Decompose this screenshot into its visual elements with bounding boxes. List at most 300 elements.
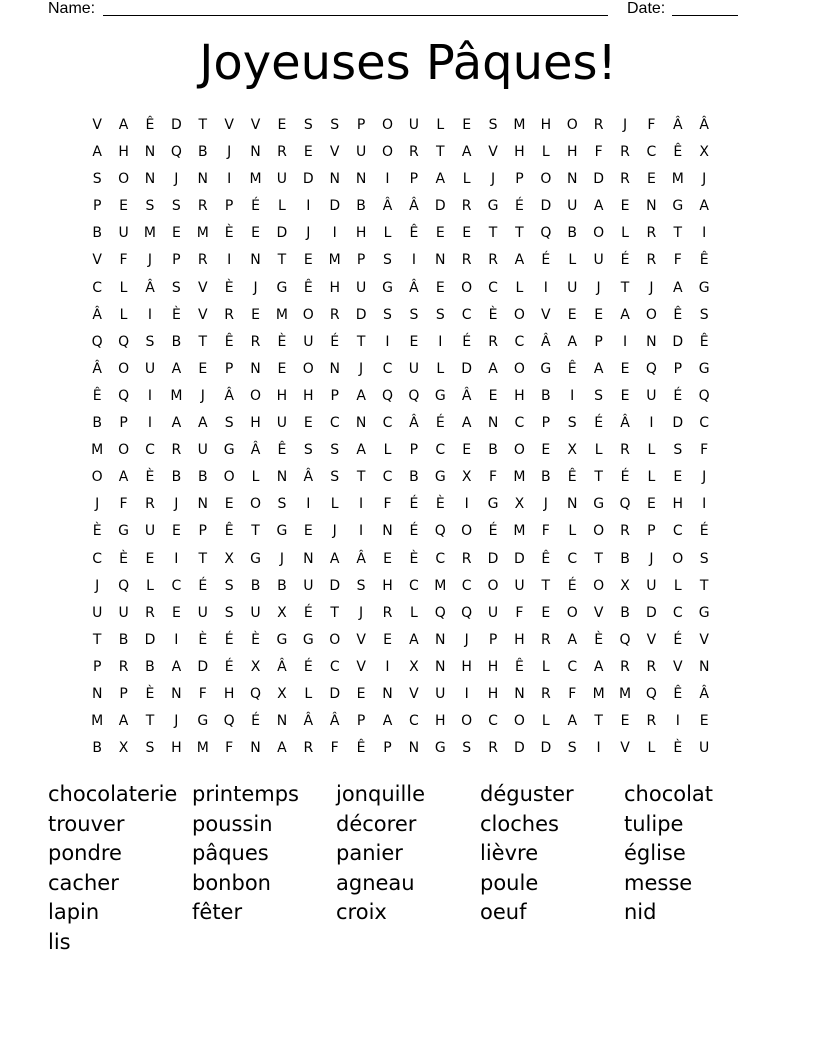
grid-letter: N xyxy=(250,252,261,269)
grid-letter: P xyxy=(330,387,339,404)
grid-letter: D xyxy=(540,198,552,215)
grid-letter: É xyxy=(673,387,683,404)
grid-letter: P xyxy=(383,740,392,757)
grid-letter: M xyxy=(328,252,341,269)
grid-letter: C xyxy=(145,442,155,459)
grid-letter: R xyxy=(620,144,630,161)
grid-letter: T xyxy=(435,144,445,161)
grid-letter: F xyxy=(119,252,128,269)
grid-letter: O xyxy=(250,496,262,513)
grid-letter: N xyxy=(566,496,578,513)
grid-letter: L xyxy=(330,496,339,513)
grid-letter: R xyxy=(303,740,314,757)
grid-letter: O xyxy=(461,713,473,730)
grid-letter: H xyxy=(461,658,472,675)
grid-letter: É xyxy=(594,415,604,432)
grid-letter: U xyxy=(435,685,446,702)
grid-letter: O xyxy=(487,577,499,594)
word-list-item: pâques xyxy=(192,841,269,866)
grid-letter: U xyxy=(646,577,657,594)
grid-letter: N xyxy=(329,171,340,188)
grid-letter: A xyxy=(593,658,604,675)
grid-letter: A xyxy=(699,198,709,215)
grid-letter: B xyxy=(356,198,366,215)
grid-letter: Ê xyxy=(277,442,287,459)
grid-letter: G xyxy=(593,496,605,513)
grid-letter: X xyxy=(699,144,709,161)
grid-letter: M xyxy=(434,577,447,594)
grid-letter: È xyxy=(224,279,234,296)
grid-letter: Q xyxy=(434,604,446,621)
grid-letter: N xyxy=(355,171,367,188)
grid-letter: S xyxy=(673,442,683,459)
grid-letter: N xyxy=(355,415,367,432)
page-title: Joyeuses Pâques! xyxy=(199,35,617,91)
grid-letter: L xyxy=(541,713,550,730)
grid-letter: U xyxy=(514,577,525,594)
grid-letter: E xyxy=(383,631,392,648)
grid-letter: È xyxy=(145,469,155,486)
grid-letter: H xyxy=(514,387,525,404)
grid-letter: T xyxy=(356,333,366,350)
grid-letter: Q xyxy=(645,360,657,377)
grid-letter: B xyxy=(197,469,208,486)
grid-letter: V xyxy=(409,685,419,702)
grid-letter: E xyxy=(541,604,551,621)
grid-letter: V xyxy=(92,117,102,133)
grid-letter: N xyxy=(197,171,208,188)
grid-letter: P xyxy=(541,415,551,432)
grid-letter: R xyxy=(382,604,393,621)
grid-letter: A xyxy=(620,306,630,323)
grid-letter: C xyxy=(382,469,393,486)
grid-letter: N xyxy=(435,658,446,675)
grid-letter: C xyxy=(567,658,578,675)
grid-letter: S xyxy=(171,279,181,296)
grid-letter: R xyxy=(145,604,155,621)
grid-letter: C xyxy=(329,658,340,675)
grid-letter: N xyxy=(382,523,393,540)
grid-letter: D xyxy=(487,550,499,567)
grid-letter: Q xyxy=(118,387,130,404)
grid-letter: E xyxy=(251,225,260,242)
grid-letter: U xyxy=(276,415,288,432)
grid-letter: È xyxy=(409,550,419,567)
grid-letter: X xyxy=(250,658,261,675)
grid-letter: Â xyxy=(541,333,551,350)
grid-letter: G xyxy=(698,360,710,377)
grid-letter: U xyxy=(92,604,103,621)
grid-letter: R xyxy=(620,442,630,459)
grid-letter: U xyxy=(118,225,129,242)
word-list-item: nid xyxy=(624,900,657,925)
grid-letter: G xyxy=(250,550,261,567)
grid-letter: T xyxy=(330,604,339,621)
grid-letter: Q xyxy=(118,333,130,350)
grid-letter: O xyxy=(329,631,341,648)
grid-letter: R xyxy=(488,740,498,757)
grid-letter: É xyxy=(303,658,313,675)
grid-letter: F xyxy=(383,496,392,513)
grid-letter: O xyxy=(566,117,578,133)
grid-letter: I xyxy=(596,740,601,757)
word-list xyxy=(48,780,768,958)
grid-letter: È xyxy=(145,685,155,702)
word-list-item: chocolaterie xyxy=(48,782,178,806)
grid-letter: F xyxy=(673,252,682,269)
grid-letter: O xyxy=(381,117,393,133)
grid-letter: N xyxy=(250,740,261,757)
grid-letter: D xyxy=(329,685,341,702)
grid-letter: Ê xyxy=(567,469,577,486)
grid-letter: Ê xyxy=(699,252,709,269)
grid-letter: N xyxy=(197,496,208,513)
grid-letter: L xyxy=(568,252,577,269)
grid-letter: A xyxy=(593,360,604,377)
grid-letter: U xyxy=(408,360,419,377)
grid-letter: I xyxy=(702,225,707,242)
grid-letter: V xyxy=(197,306,208,323)
grid-letter: O xyxy=(513,360,525,377)
grid-letter: I xyxy=(385,171,390,188)
grid-letter: S xyxy=(699,550,709,567)
grid-letter: É xyxy=(435,415,445,432)
grid-letter: R xyxy=(118,658,129,675)
grid-letter: U xyxy=(646,387,657,404)
grid-letter: R xyxy=(646,252,657,269)
grid-letter: J xyxy=(174,496,179,513)
grid-letter: S xyxy=(567,740,577,757)
grid-letter: B xyxy=(145,658,155,675)
grid-letter: I xyxy=(147,415,153,432)
grid-letter: L xyxy=(436,360,445,377)
grid-letter: J xyxy=(622,117,628,133)
grid-letter: U xyxy=(355,279,367,296)
grid-letter: E xyxy=(356,685,366,702)
grid-letter: F xyxy=(119,496,128,513)
grid-letter: T xyxy=(673,225,683,242)
word-list-item: croix xyxy=(336,900,387,925)
grid-letter: R xyxy=(250,333,261,350)
grid-letter: É xyxy=(303,604,313,621)
grid-letter: I xyxy=(306,496,311,513)
grid-letter: L xyxy=(409,604,418,621)
grid-letter: R xyxy=(461,198,472,215)
grid-letter: R xyxy=(171,442,182,459)
grid-letter: U xyxy=(567,198,578,215)
grid-letter: M xyxy=(91,713,104,730)
grid-letter: U xyxy=(276,171,288,188)
grid-letter: C xyxy=(488,713,498,730)
grid-letter: B xyxy=(620,550,630,567)
grid-letter: C xyxy=(461,577,472,594)
grid-letter: V xyxy=(356,631,366,648)
grid-letter: C xyxy=(329,415,340,432)
grid-letter: Â xyxy=(409,198,419,215)
grid-letter: È xyxy=(251,631,260,648)
grid-letter: M xyxy=(513,469,526,486)
grid-letter: A xyxy=(118,117,129,133)
grid-letter: Â xyxy=(620,415,630,432)
grid-letter: N xyxy=(303,550,314,567)
grid-letter: N xyxy=(435,252,446,269)
grid-letter: C xyxy=(435,442,446,459)
grid-letter: B xyxy=(197,144,208,161)
grid-letter: E xyxy=(567,306,577,323)
grid-letter: P xyxy=(594,333,603,350)
grid-letter: X xyxy=(514,496,525,513)
grid-letter: É xyxy=(699,523,709,540)
grid-letter: O xyxy=(593,577,605,594)
grid-letter: O xyxy=(672,550,684,567)
grid-letter: Q xyxy=(91,333,103,350)
grid-letter: J xyxy=(279,550,284,567)
word-list-item: printemps xyxy=(192,782,299,806)
grid-letter: B xyxy=(409,469,419,486)
grid-letter: P xyxy=(119,415,128,432)
grid-letter: J xyxy=(596,279,601,296)
grid-letter: B xyxy=(171,469,182,486)
grid-letter: R xyxy=(646,713,657,730)
grid-letter: E xyxy=(303,144,313,161)
grid-letter: D xyxy=(144,631,156,648)
grid-letter: S xyxy=(488,117,498,133)
word-list-item: tulipe xyxy=(624,811,684,836)
grid-letter: S xyxy=(383,306,392,323)
grid-letter: L xyxy=(647,442,656,459)
word-list-item: trouver xyxy=(48,811,125,836)
grid-letter: S xyxy=(330,469,340,486)
grid-letter: T xyxy=(356,469,366,486)
grid-letter: P xyxy=(673,360,683,377)
grid-letter: È xyxy=(92,523,102,540)
grid-letter: Â xyxy=(409,279,419,296)
grid-letter: R xyxy=(593,117,604,133)
grid-letter: R xyxy=(540,631,551,648)
grid-letter: F xyxy=(225,740,234,757)
grid-letter: A xyxy=(435,171,446,188)
grid-letter: H xyxy=(171,740,182,757)
grid-letter: E xyxy=(303,252,313,269)
grid-letter: Q xyxy=(434,523,446,540)
grid-letter: P xyxy=(488,631,498,648)
grid-letter: E xyxy=(673,469,683,486)
grid-letter: J xyxy=(543,496,548,513)
grid-letter: H xyxy=(276,387,288,404)
grid-letter: E xyxy=(646,171,656,188)
grid-letter: G xyxy=(540,360,552,377)
grid-letter: F xyxy=(489,469,498,486)
grid-letter: N xyxy=(435,631,446,648)
grid-letter: P xyxy=(92,198,102,215)
grid-letter: Ê xyxy=(356,740,366,757)
grid-letter: B xyxy=(541,387,551,404)
grid-letter: P xyxy=(647,523,656,540)
grid-letter: X xyxy=(277,604,287,621)
grid-letter: X xyxy=(118,740,129,757)
grid-letter: A xyxy=(382,713,393,730)
grid-letter: P xyxy=(172,252,181,269)
grid-letter: L xyxy=(621,225,629,242)
grid-letter: E xyxy=(462,225,472,242)
grid-letter: P xyxy=(224,198,234,215)
grid-letter: G xyxy=(434,387,446,404)
header xyxy=(48,0,748,20)
grid-letter: J xyxy=(649,550,654,567)
grid-letter: H xyxy=(118,144,129,161)
grid-letter: G xyxy=(698,604,710,621)
grid-letter: Â xyxy=(250,442,261,459)
grid-letter: Ê xyxy=(673,685,683,702)
grid-letter: R xyxy=(277,144,287,161)
grid-letter: P xyxy=(409,442,419,459)
grid-letter: È xyxy=(673,740,683,757)
grid-letter: F xyxy=(541,523,550,540)
grid-letter: N xyxy=(91,685,103,702)
grid-letter: U xyxy=(250,604,261,621)
grid-letter: T xyxy=(594,550,603,567)
grid-letter: E xyxy=(303,523,313,540)
grid-letter: R xyxy=(145,496,155,513)
date-label: Date: xyxy=(627,0,666,17)
grid-letter: É xyxy=(251,713,260,730)
grid-letter: D xyxy=(276,225,288,242)
grid-letter: A xyxy=(567,333,578,350)
grid-letter: C xyxy=(672,604,683,621)
grid-letter: I xyxy=(332,225,337,242)
grid-letter: X xyxy=(567,442,578,459)
grid-letter: H xyxy=(540,117,552,133)
grid-letter: N xyxy=(382,685,393,702)
grid-letter: U xyxy=(197,604,208,621)
grid-letter: Â xyxy=(145,279,155,296)
grid-letter: Q xyxy=(408,387,420,404)
grid-letter: T xyxy=(594,469,603,486)
grid-letter: X xyxy=(409,658,419,675)
grid-letter: G xyxy=(276,279,288,296)
grid-letter: H xyxy=(223,685,235,702)
grid-letter: P xyxy=(356,713,366,730)
grid-letter: J xyxy=(649,279,654,296)
grid-letter: É xyxy=(330,333,340,350)
grid-letter: J xyxy=(332,523,337,540)
grid-letter: C xyxy=(382,360,393,377)
grid-letter: N xyxy=(646,198,657,215)
grid-letter: I xyxy=(675,713,680,730)
grid-letter: H xyxy=(303,387,314,404)
grid-letter: F xyxy=(198,685,207,702)
word-list-item: fêter xyxy=(192,900,243,925)
date-line xyxy=(672,0,738,16)
grid-letter: J xyxy=(200,387,205,404)
grid-letter: N xyxy=(171,685,182,702)
grid-letter: C xyxy=(567,550,578,567)
grid-letter: E xyxy=(119,198,129,215)
grid-letter: Q xyxy=(540,225,552,242)
grid-letter: C xyxy=(382,415,393,432)
word-list-item: poule xyxy=(480,870,539,895)
grid-letter: A xyxy=(277,740,287,757)
grid-letter: G xyxy=(118,523,130,540)
grid-letter: B xyxy=(92,740,102,757)
grid-letter: J xyxy=(490,171,496,188)
grid-letter: N xyxy=(566,171,578,188)
grid-letter: Q xyxy=(223,713,235,730)
grid-letter: P xyxy=(356,117,366,133)
grid-letter: A xyxy=(356,442,366,459)
grid-letter: L xyxy=(146,577,154,594)
word-list-item: messe xyxy=(624,870,693,895)
grid-letter: C xyxy=(92,550,103,567)
grid-letter: F xyxy=(594,144,603,161)
word-list-item: oeuf xyxy=(480,900,527,925)
grid-letter: O xyxy=(118,360,130,377)
grid-letter: U xyxy=(144,523,156,540)
grid-letter: E xyxy=(145,550,155,567)
grid-letter: A xyxy=(567,713,578,730)
grid-letter: M xyxy=(249,171,262,188)
grid-letter: J xyxy=(464,631,469,648)
grid-letter: H xyxy=(382,577,393,594)
grid-letter: A xyxy=(567,631,578,648)
grid-letter: L xyxy=(541,144,550,161)
grid-letter: P xyxy=(224,360,234,377)
grid-letter: O xyxy=(302,360,314,377)
grid-letter: M xyxy=(618,685,632,702)
grid-letter: H xyxy=(435,713,446,730)
grid-letter: S xyxy=(145,333,155,350)
grid-letter: I xyxy=(385,658,390,675)
grid-letter: Q xyxy=(170,144,182,161)
grid-letter: S xyxy=(699,306,709,323)
grid-letter: B xyxy=(92,415,102,432)
grid-letter: S xyxy=(594,387,604,404)
grid-letter: J xyxy=(702,171,707,188)
grid-letter: U xyxy=(144,360,156,377)
grid-letter: N xyxy=(144,144,156,161)
grid-letter: Â xyxy=(224,387,234,404)
grid-letter: O xyxy=(461,523,473,540)
grid-letter: E xyxy=(594,306,604,323)
grid-letter: I xyxy=(702,496,707,513)
word-list-item: chocolat xyxy=(624,782,714,806)
grid-letter: O xyxy=(302,306,314,323)
grid-letter: U xyxy=(487,604,499,621)
grid-letter: Q xyxy=(619,496,631,513)
grid-letter: I xyxy=(147,387,153,404)
grid-letter: L xyxy=(251,469,260,486)
grid-letter: H xyxy=(514,144,525,161)
grid-letter: N xyxy=(250,144,261,161)
grid-letter: E xyxy=(251,306,260,323)
word-list-item: église xyxy=(624,841,686,866)
grid-letter: Â xyxy=(461,387,472,404)
grid-letter: A xyxy=(461,415,472,432)
grid-letter: Ê xyxy=(224,333,234,350)
grid-letter: O xyxy=(513,306,525,323)
grid-letter: E xyxy=(171,604,181,621)
grid-letter: E xyxy=(699,713,709,730)
grid-letter: U xyxy=(408,117,419,133)
grid-letter: D xyxy=(197,658,209,675)
grid-letter: Ê xyxy=(567,360,577,377)
grid-letter: J xyxy=(359,604,364,621)
grid-letter: C xyxy=(514,333,525,350)
grid-letter: P xyxy=(356,252,366,269)
grid-letter: T xyxy=(699,577,709,594)
grid-letter: V xyxy=(92,252,102,269)
grid-letter: X xyxy=(461,469,472,486)
